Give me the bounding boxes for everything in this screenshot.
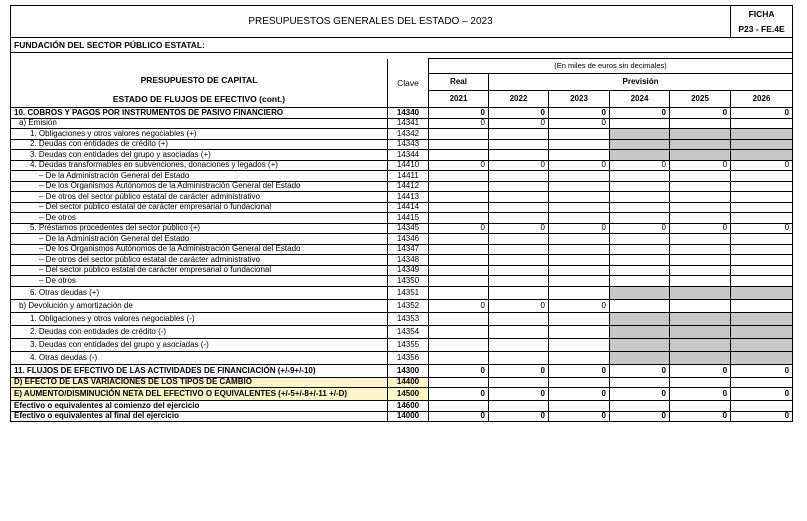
table-row — [11, 276, 793, 287]
row-clave: 14600 — [388, 401, 429, 412]
value-cell-2023[interactable] — [549, 377, 610, 388]
value-cell-2021[interactable]: 0 — [429, 223, 489, 234]
value-cell-2021[interactable] — [429, 150, 489, 161]
row-label: – De los Organismos Autónomos de la Administración General del Estado — [11, 181, 388, 192]
value-cell-2021[interactable] — [429, 213, 489, 224]
value-cell-2021[interactable]: 0 — [429, 299, 489, 312]
table-row — [11, 411, 793, 422]
value-cell-2026[interactable]: 0 — [731, 364, 793, 377]
value-cell-2026[interactable] — [731, 234, 793, 245]
value-cell-2023[interactable] — [549, 255, 610, 266]
row-label: – Del sector público estatal de carácter empresarial o fundacional — [11, 202, 388, 213]
value-cell-2022[interactable] — [489, 202, 549, 213]
table-row — [11, 312, 793, 325]
value-cell-2026[interactable] — [731, 213, 793, 224]
year-header: 2022 — [489, 91, 549, 108]
value-cell-2026[interactable]: 0 — [731, 160, 793, 171]
value-cell-2021[interactable]: 0 — [429, 364, 489, 377]
value-cell-2025[interactable] — [670, 234, 731, 245]
value-cell-2021[interactable] — [429, 181, 489, 192]
value-cell-2023[interactable] — [549, 244, 610, 255]
value-cell-2022[interactable] — [489, 255, 549, 266]
value-cell-2023[interactable] — [549, 202, 610, 213]
cash-flow-table — [10, 5, 793, 422]
row-label: a) Emisión — [11, 118, 388, 129]
table-row — [11, 118, 793, 129]
year-header: 2025 — [670, 91, 731, 108]
table-row — [11, 108, 793, 119]
value-cell-2022[interactable] — [489, 150, 549, 161]
value-cell-2025[interactable] — [670, 338, 731, 351]
value-cell-2021[interactable] — [429, 401, 489, 412]
row-label: Efectivo o equivalentes al comienzo del ejercicio — [11, 401, 388, 412]
row-label: 6. Otras deudas (+) — [11, 286, 388, 299]
value-cell-2023[interactable] — [549, 325, 610, 338]
value-cell-2025[interactable] — [670, 265, 731, 276]
value-cell-2021[interactable] — [429, 265, 489, 276]
table-row — [11, 244, 793, 255]
row-clave: 14342 — [388, 129, 429, 140]
value-cell-2026[interactable] — [731, 401, 793, 412]
row-clave: 14344 — [388, 150, 429, 161]
value-cell-2026[interactable] — [731, 265, 793, 276]
value-cell-2023[interactable]: 0 — [549, 411, 610, 422]
row-clave: 14346 — [388, 234, 429, 245]
value-cell-2021[interactable] — [429, 171, 489, 182]
row-clave: 14413 — [388, 192, 429, 203]
row-clave: 14411 — [388, 171, 429, 182]
row-label: Efectivo o equivalentes al final del ejercicio — [11, 411, 388, 422]
value-cell-2026[interactable] — [731, 139, 793, 150]
value-cell-2026[interactable] — [731, 286, 793, 299]
value-cell-2026[interactable] — [731, 377, 793, 388]
value-cell-2023[interactable]: 0 — [549, 223, 610, 234]
row-label: – De otros — [11, 276, 388, 287]
value-cell-2021[interactable] — [429, 286, 489, 299]
value-cell-2024[interactable] — [610, 150, 670, 161]
value-cell-2022[interactable] — [489, 265, 549, 276]
value-cell-2021[interactable] — [429, 325, 489, 338]
value-cell-2023[interactable] — [549, 181, 610, 192]
section-title: PRESUPUESTO DE CAPITAL — [140, 75, 258, 86]
page-title: PRESUPUESTOS GENERALES DEL ESTADO – 2023 — [11, 6, 731, 38]
table-row — [11, 286, 793, 299]
row-clave: 14353 — [388, 312, 429, 325]
value-cell-2025[interactable] — [670, 202, 731, 213]
value-cell-2024[interactable] — [610, 234, 670, 245]
value-cell-2025[interactable] — [670, 118, 731, 129]
value-cell-2026[interactable] — [731, 129, 793, 140]
table-row — [11, 160, 793, 171]
clave-header: Clave — [388, 59, 429, 108]
value-cell-2022[interactable] — [489, 139, 549, 150]
value-cell-2024[interactable]: 0 — [610, 364, 670, 377]
value-cell-2023[interactable]: 0 — [549, 299, 610, 312]
value-cell-2025[interactable] — [670, 377, 731, 388]
value-cell-2021[interactable] — [429, 129, 489, 140]
value-cell-2023[interactable] — [549, 171, 610, 182]
row-label: 1. Obligaciones y otros valores negociables (+) — [11, 129, 388, 140]
table-row — [11, 181, 793, 192]
value-cell-2022[interactable] — [489, 377, 549, 388]
value-cell-2022[interactable] — [489, 129, 549, 140]
row-label: 5. Préstamos procedentes del sector público (+) — [11, 223, 388, 234]
table-row — [11, 388, 793, 401]
row-label: 3. Deudas con entidades del grupo y asociadas (+) — [11, 150, 388, 161]
value-cell-2021[interactable] — [429, 255, 489, 266]
value-cell-2023[interactable]: 0 — [549, 108, 610, 119]
value-cell-2025[interactable]: 0 — [670, 160, 731, 171]
row-clave: 14352 — [388, 299, 429, 312]
value-cell-2023[interactable] — [549, 139, 610, 150]
value-cell-2025[interactable] — [670, 312, 731, 325]
value-cell-2024[interactable] — [610, 255, 670, 266]
value-cell-2026[interactable] — [731, 118, 793, 129]
table-row — [11, 234, 793, 245]
value-cell-2024[interactable]: 0 — [610, 160, 670, 171]
value-cell-2024[interactable] — [610, 129, 670, 140]
table-row — [11, 171, 793, 182]
value-cell-2026[interactable] — [731, 312, 793, 325]
value-cell-2026[interactable] — [731, 338, 793, 351]
row-label: D) EFECTO DE LAS VARIACIONES DE LOS TIPOS DE CAMBIO — [11, 377, 388, 388]
table-row — [11, 265, 793, 276]
table-row — [11, 150, 793, 161]
value-cell-2026[interactable] — [731, 181, 793, 192]
value-cell-2024[interactable] — [610, 325, 670, 338]
value-cell-2023[interactable] — [549, 351, 610, 364]
value-cell-2025[interactable] — [670, 401, 731, 412]
value-cell-2022[interactable] — [489, 192, 549, 203]
value-cell-2022[interactable] — [489, 213, 549, 224]
table-row — [11, 325, 793, 338]
value-cell-2021[interactable] — [429, 202, 489, 213]
row-label: 4. Otras deudas (-) — [11, 351, 388, 364]
value-cell-2024[interactable] — [610, 118, 670, 129]
row-label: E) AUMENTO/DISMINUCIÓN NETA DEL EFECTIVO O EQUIVALENTES (+/-5+/-8+/-11 +/-D) — [11, 388, 388, 401]
value-cell-2023[interactable] — [549, 286, 610, 299]
row-clave: 14412 — [388, 181, 429, 192]
table-row — [11, 364, 793, 377]
value-cell-2025[interactable] — [670, 244, 731, 255]
row-clave: 14300 — [388, 364, 429, 377]
value-cell-2025[interactable] — [670, 276, 731, 287]
row-clave: 14355 — [388, 338, 429, 351]
value-cell-2024[interactable]: 0 — [610, 108, 670, 119]
row-clave: 14414 — [388, 202, 429, 213]
value-cell-2024[interactable] — [610, 299, 670, 312]
value-cell-2025[interactable]: 0 — [670, 411, 731, 422]
value-cell-2022[interactable]: 0 — [489, 388, 549, 401]
row-label: – Del sector público estatal de carácter empresarial o fundacional — [11, 265, 388, 276]
value-cell-2025[interactable] — [670, 192, 731, 203]
row-label: 2. Deudas con entidades de crédito (+) — [11, 139, 388, 150]
row-clave: 14341 — [388, 118, 429, 129]
value-cell-2022[interactable] — [489, 234, 549, 245]
row-clave: 14343 — [388, 139, 429, 150]
value-cell-2023[interactable]: 0 — [549, 160, 610, 171]
value-cell-2024[interactable] — [610, 312, 670, 325]
ficha-label: FICHA — [748, 9, 775, 19]
value-cell-2022[interactable] — [489, 312, 549, 325]
row-label: – De otros — [11, 213, 388, 224]
value-cell-2026[interactable]: 0 — [731, 388, 793, 401]
value-cell-2022[interactable]: 0 — [489, 411, 549, 422]
value-cell-2025[interactable]: 0 — [670, 108, 731, 119]
value-cell-2023[interactable]: 0 — [549, 388, 610, 401]
value-cell-2024[interactable] — [610, 181, 670, 192]
value-cell-2022[interactable] — [489, 351, 549, 364]
prevision-header: Previsión — [489, 74, 793, 91]
row-label: 11. FLUJOS DE EFECTIVO DE LAS ACTIVIDADES DE FINANCIACIÓN (+/-9+/-10) — [11, 364, 388, 377]
value-cell-2026[interactable]: 0 — [731, 108, 793, 119]
value-cell-2022[interactable] — [489, 276, 549, 287]
value-cell-2021[interactable]: 0 — [429, 411, 489, 422]
value-cell-2024[interactable] — [610, 401, 670, 412]
row-clave: 14351 — [388, 286, 429, 299]
row-clave: 14340 — [388, 108, 429, 119]
value-cell-2026[interactable] — [731, 276, 793, 287]
value-cell-2024[interactable]: 0 — [610, 388, 670, 401]
table-row — [11, 192, 793, 203]
row-label: 3. Deudas con entidades del grupo y asociadas (-) — [11, 338, 388, 351]
value-cell-2026[interactable] — [731, 325, 793, 338]
value-cell-2024[interactable] — [610, 377, 670, 388]
table-row — [11, 255, 793, 266]
table-row — [11, 202, 793, 213]
value-cell-2026[interactable]: 0 — [731, 223, 793, 234]
entity-name: FUNDACIÓN DEL SECTOR PÚBLICO ESTATAL: — [11, 38, 793, 53]
value-cell-2024[interactable] — [610, 338, 670, 351]
value-cell-2023[interactable] — [549, 338, 610, 351]
value-cell-2023[interactable] — [549, 276, 610, 287]
row-clave: 14350 — [388, 276, 429, 287]
value-cell-2021[interactable] — [429, 244, 489, 255]
real-header: Real — [429, 74, 489, 91]
value-cell-2024[interactable] — [610, 351, 670, 364]
table-row — [11, 351, 793, 364]
value-cell-2025[interactable] — [670, 171, 731, 182]
value-cell-2021[interactable] — [429, 276, 489, 287]
value-cell-2024[interactable] — [610, 265, 670, 276]
value-cell-2022[interactable]: 0 — [489, 160, 549, 171]
value-cell-2026[interactable] — [731, 255, 793, 266]
value-cell-2023[interactable] — [549, 213, 610, 224]
row-label: 4. Deudas transformables en subvenciones, donaciones y legados (+) — [11, 160, 388, 171]
value-cell-2022[interactable]: 0 — [489, 299, 549, 312]
value-cell-2025[interactable]: 0 — [670, 364, 731, 377]
value-cell-2021[interactable]: 0 — [429, 108, 489, 119]
table-row — [11, 377, 793, 388]
value-cell-2026[interactable] — [731, 244, 793, 255]
row-clave: 14356 — [388, 351, 429, 364]
value-cell-2025[interactable] — [670, 286, 731, 299]
value-cell-2025[interactable] — [670, 299, 731, 312]
ficha-box — [731, 6, 793, 38]
row-clave: 14415 — [388, 213, 429, 224]
value-cell-2025[interactable] — [670, 150, 731, 161]
value-cell-2023[interactable] — [549, 192, 610, 203]
row-clave: 14500 — [388, 388, 429, 401]
row-clave: 14347 — [388, 244, 429, 255]
value-cell-2023[interactable] — [549, 312, 610, 325]
row-clave: 14348 — [388, 255, 429, 266]
value-cell-2025[interactable] — [670, 325, 731, 338]
ficha-code: P23 - FE.4E — [738, 23, 785, 34]
value-cell-2024[interactable]: 0 — [610, 223, 670, 234]
value-cell-2021[interactable] — [429, 234, 489, 245]
value-cell-2023[interactable] — [549, 234, 610, 245]
value-cell-2024[interactable]: 0 — [610, 411, 670, 422]
value-cell-2025[interactable] — [670, 351, 731, 364]
value-cell-2026[interactable] — [731, 171, 793, 182]
value-cell-2021[interactable] — [429, 139, 489, 150]
value-cell-2025[interactable] — [670, 213, 731, 224]
value-cell-2022[interactable] — [489, 338, 549, 351]
row-label: b) Devolución y amortización de — [11, 299, 388, 312]
row-clave: 14349 — [388, 265, 429, 276]
table-row — [11, 139, 793, 150]
value-cell-2021[interactable] — [429, 312, 489, 325]
row-label: 10. COBROS Y PAGOS POR INSTRUMENTOS DE PASIVO FINANCIERO — [11, 108, 388, 119]
value-cell-2025[interactable] — [670, 139, 731, 150]
value-cell-2024[interactable] — [610, 213, 670, 224]
value-cell-2022[interactable]: 0 — [489, 223, 549, 234]
value-cell-2023[interactable] — [549, 401, 610, 412]
row-label: – De la Administración General del Estado — [11, 171, 388, 182]
value-cell-2025[interactable]: 0 — [670, 388, 731, 401]
value-cell-2022[interactable] — [489, 181, 549, 192]
section-header — [11, 59, 388, 108]
row-label: – De la Administración General del Estado — [11, 234, 388, 245]
value-cell-2026[interactable] — [731, 150, 793, 161]
table-row — [11, 223, 793, 234]
row-label: 2. Deudas con entidades de crédito (-) — [11, 325, 388, 338]
table-row — [11, 299, 793, 312]
value-cell-2024[interactable] — [610, 202, 670, 213]
row-clave: 14354 — [388, 325, 429, 338]
row-label: – De los Organismos Autónomos de la Administración General del Estado — [11, 244, 388, 255]
value-cell-2023[interactable]: 0 — [549, 364, 610, 377]
value-cell-2025[interactable] — [670, 255, 731, 266]
row-clave: 14345 — [388, 223, 429, 234]
year-header: 2026 — [731, 91, 793, 108]
row-label: – De otros del sector público estatal de carácter administrativo — [11, 192, 388, 203]
units-note: (En miles de euros sin decimales) — [429, 59, 793, 74]
value-cell-2021[interactable] — [429, 351, 489, 364]
value-cell-2022[interactable]: 0 — [489, 108, 549, 119]
value-cell-2022[interactable] — [489, 286, 549, 299]
value-cell-2024[interactable] — [610, 244, 670, 255]
row-clave: 14400 — [388, 377, 429, 388]
row-label: – De otros del sector público estatal de carácter administrativo — [11, 255, 388, 266]
value-cell-2025[interactable]: 0 — [670, 223, 731, 234]
value-cell-2022[interactable] — [489, 401, 549, 412]
value-cell-2026[interactable] — [731, 351, 793, 364]
value-cell-2021[interactable]: 0 — [429, 160, 489, 171]
row-label: 1. Obligaciones y otros valores negociables (-) — [11, 312, 388, 325]
value-cell-2021[interactable]: 0 — [429, 118, 489, 129]
value-cell-2022[interactable] — [489, 244, 549, 255]
value-cell-2026[interactable] — [731, 202, 793, 213]
value-cell-2024[interactable] — [610, 192, 670, 203]
value-cell-2021[interactable] — [429, 377, 489, 388]
value-cell-2021[interactable] — [429, 338, 489, 351]
value-cell-2025[interactable] — [670, 181, 731, 192]
value-cell-2023[interactable] — [549, 129, 610, 140]
value-cell-2026[interactable] — [731, 299, 793, 312]
table-row — [11, 213, 793, 224]
value-cell-2022[interactable] — [489, 171, 549, 182]
row-clave: 14410 — [388, 160, 429, 171]
value-cell-2023[interactable] — [549, 150, 610, 161]
value-cell-2023[interactable]: 0 — [549, 118, 610, 129]
row-clave: 14000 — [388, 411, 429, 422]
value-cell-2022[interactable]: 0 — [489, 118, 549, 129]
table-row — [11, 401, 793, 412]
value-cell-2022[interactable] — [489, 325, 549, 338]
value-cell-2024[interactable] — [610, 276, 670, 287]
value-cell-2025[interactable] — [670, 129, 731, 140]
table-row — [11, 338, 793, 351]
value-cell-2022[interactable]: 0 — [489, 364, 549, 377]
value-cell-2024[interactable] — [610, 286, 670, 299]
section-subtitle: ESTADO DE FLUJOS DE EFECTIVO (cont.) — [112, 93, 286, 104]
value-cell-2024[interactable] — [610, 171, 670, 182]
value-cell-2023[interactable] — [549, 265, 610, 276]
value-cell-2026[interactable] — [731, 192, 793, 203]
year-header: 2023 — [549, 91, 610, 108]
value-cell-2024[interactable] — [610, 139, 670, 150]
year-header: 2021 — [429, 91, 489, 108]
value-cell-2026[interactable]: 0 — [731, 411, 793, 422]
year-header: 2024 — [610, 91, 670, 108]
value-cell-2021[interactable] — [429, 192, 489, 203]
value-cell-2021[interactable]: 0 — [429, 388, 489, 401]
table-row — [11, 129, 793, 140]
